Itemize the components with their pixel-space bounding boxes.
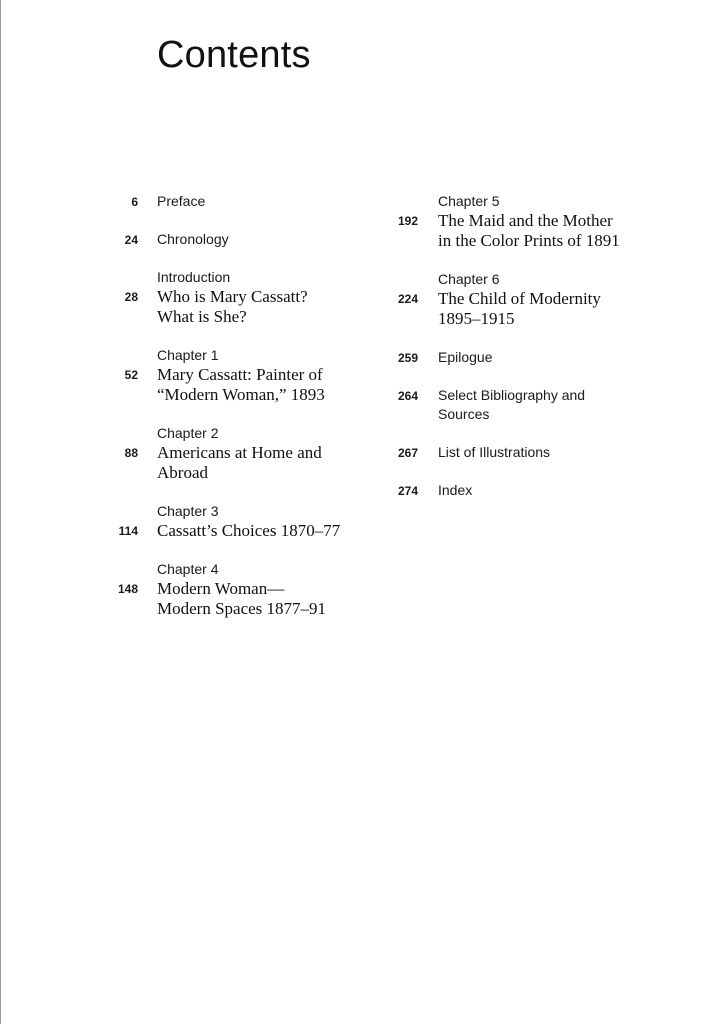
page-number: 259: [397, 351, 418, 365]
entry-label: List of Illustrations: [438, 444, 551, 460]
entry-title-line: Who is Mary Cassatt?: [157, 287, 308, 306]
entry-title-line: Mary Cassatt: Painter of: [157, 365, 323, 384]
page-number: 264: [397, 389, 418, 403]
entry-title-line: Modern Woman—: [157, 579, 285, 598]
entry-label: Preface: [157, 193, 206, 209]
entry-title: [157, 521, 390, 541]
entry-label-line: Select Bibliography and: [438, 387, 586, 403]
entry-label: Chronology: [157, 231, 229, 247]
page-title: Contents: [157, 34, 311, 76]
entry-label: Introduction: [157, 269, 231, 285]
entry-label: Chapter 6: [438, 271, 500, 287]
toc-entry-chapter-3[interactable]: [100, 502, 390, 541]
page-number: 267: [397, 446, 418, 460]
page-number: 28: [124, 290, 138, 304]
page-number: 52: [124, 368, 138, 382]
toc-entry-chapter-5[interactable]: [380, 192, 680, 251]
entry-title-line: The Maid and the Mother: [438, 211, 613, 230]
toc-entry-preface[interactable]: [100, 192, 390, 211]
toc-entry-chapter-4[interactable]: [100, 560, 390, 619]
entry-label: Chapter 2: [157, 425, 219, 441]
entry-title-line: “Modern Woman,” 1893: [157, 385, 325, 404]
page-number: 192: [397, 214, 418, 228]
toc-entry-introduction[interactable]: [100, 268, 390, 327]
toc-entry-list-of-illustrations[interactable]: [380, 443, 680, 462]
entry-label: Chapter 1: [157, 347, 219, 363]
page-number: 24: [124, 233, 138, 247]
page-number: 88: [124, 446, 138, 460]
entry-title-line: 1895–1915: [438, 309, 515, 328]
entry-title: [438, 289, 680, 329]
toc-entry-chapter-2[interactable]: [100, 424, 390, 483]
entry-label: Epilogue: [438, 349, 493, 365]
toc-entry-index[interactable]: [380, 481, 680, 500]
page-number: 224: [397, 292, 418, 306]
entry-label: Index: [438, 482, 473, 498]
entry-title: [157, 443, 390, 483]
entry-label: Chapter 5: [438, 193, 500, 209]
entry-label: Chapter 4: [157, 561, 219, 577]
toc-entry-bibliography[interactable]: [380, 386, 680, 424]
toc-entry-chapter-1[interactable]: [100, 346, 390, 405]
entry-title-line: Abroad: [157, 463, 208, 482]
entry-title: [438, 211, 680, 251]
toc-left-column: [100, 192, 390, 619]
entry-title-line: What is She?: [157, 307, 247, 326]
entry-label: Chapter 3: [157, 503, 219, 519]
page-number: 148: [117, 582, 138, 596]
entry-title: [157, 365, 390, 405]
entry-title: [157, 579, 390, 619]
entry-title-line: The Child of Modernity: [438, 289, 601, 308]
toc-entry-chapter-6[interactable]: [380, 270, 680, 329]
page-number: 114: [118, 524, 138, 538]
entry-title: [157, 287, 390, 327]
toc-entry-chronology[interactable]: [100, 230, 390, 249]
page-edge: [0, 0, 1, 1024]
toc-entry-epilogue[interactable]: [380, 348, 680, 367]
page-number: 6: [131, 195, 138, 209]
page-number: 274: [397, 484, 418, 498]
entry-title-line: Americans at Home and: [157, 443, 322, 462]
entry-title-line: Cassatt’s Choices 1870–77: [157, 521, 341, 540]
entry-title-line: Modern Spaces 1877–91: [157, 599, 327, 618]
entry-label-line: Sources: [438, 406, 490, 422]
toc-right-column: [380, 192, 680, 500]
entry-title-line: in the Color Prints of 1891: [438, 231, 620, 250]
